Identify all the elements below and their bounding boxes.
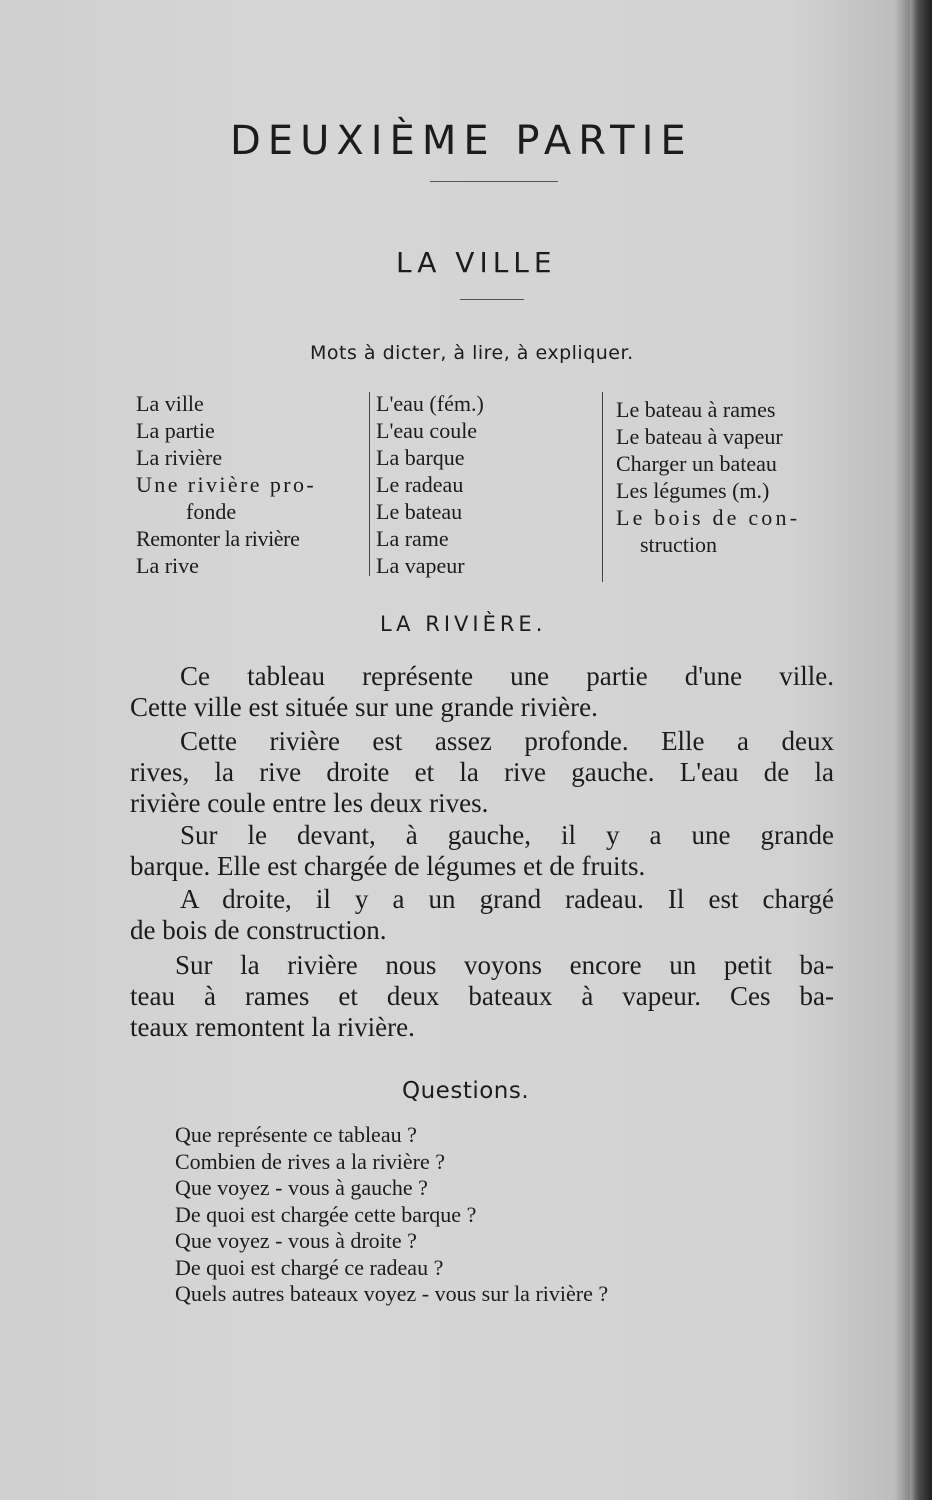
- page-title: DEUXIÈME PARTIE: [230, 118, 693, 164]
- column-divider: [369, 392, 370, 576]
- text-line: barque. Elle est chargée de légumes et de fruits.: [130, 851, 646, 881]
- vocab-word: La rame: [376, 526, 449, 551]
- questions-list: [175, 1122, 608, 1308]
- vocab-word: L'eau (fém.): [376, 391, 484, 416]
- title-rule: [430, 181, 558, 182]
- vocab-word: La ville: [136, 391, 204, 416]
- vocab-word: La rivière: [136, 445, 223, 470]
- subtitle-rule: [460, 299, 524, 300]
- question-item: Combien de rives a la rivière ?: [175, 1148, 446, 1174]
- text-line: Sur le devant, à gauche, il y a une grande: [180, 820, 834, 850]
- text-line: rivière coule entre les deux rives.: [130, 788, 489, 818]
- vocab-word: Une rivière pro-: [136, 472, 317, 497]
- text-line: Cette ville est située sur une grande rivière.: [130, 692, 598, 722]
- text-line: rives, la rive droite et la rive gauche. L'eau de la: [130, 757, 834, 787]
- text-line: Cette rivière est assez profonde. Elle a deux: [180, 726, 834, 756]
- vocab-word: Le radeau: [376, 472, 464, 497]
- vocab-word: Remonter la rivière: [136, 526, 300, 551]
- text-line: Ce tableau représente une partie d'une ville.: [180, 661, 834, 691]
- text-line: teau à rames et deux bateaux à vapeur. Ces ba-: [130, 981, 834, 1011]
- text-line: Sur la rivière nous voyons encore un petit ba-: [175, 950, 834, 980]
- paragraph: [130, 950, 834, 1043]
- vocab-word: L'eau coule: [376, 418, 478, 443]
- question-item: De quoi est chargée cette barque ?: [175, 1201, 477, 1227]
- question-item: Que voyez - vous à gauche ?: [175, 1175, 428, 1200]
- question-item: Que représente ce tableau ?: [175, 1122, 417, 1147]
- vocab-word: Le bateau à rames: [616, 397, 776, 422]
- paragraph: [130, 661, 834, 723]
- vocab-word: Le bateau: [376, 499, 463, 524]
- vocab-column-2: [376, 390, 598, 579]
- section-title: LA RIVIÈRE.: [380, 612, 547, 636]
- book-spine-shadow: [910, 0, 932, 1500]
- paragraph: [130, 884, 834, 946]
- vocab-column-1: [136, 390, 366, 579]
- paragraph: [130, 726, 834, 819]
- vocab-word: La barque: [376, 445, 465, 470]
- vocab-word: La rive: [136, 553, 199, 578]
- vocab-word: Charger un bateau: [616, 451, 777, 476]
- vocab-heading: Mots à dicter, à lire, à expliquer.: [310, 342, 634, 364]
- vocab-word: struction: [640, 532, 717, 557]
- vocab-word: Le bois de con-: [616, 505, 801, 530]
- questions-heading: Questions.: [402, 1078, 530, 1104]
- text-line: A droite, il y a un grand radeau. Il est chargé: [180, 884, 834, 914]
- question-item: Quels autres bateaux voyez - vous sur la rivière ?: [175, 1281, 609, 1306]
- vocab-word: fonde: [186, 499, 237, 524]
- question-item: Que voyez - vous à droite ?: [175, 1228, 417, 1253]
- vocab-word: La vapeur: [376, 553, 465, 578]
- text-line: de bois de construction.: [130, 915, 387, 945]
- paragraph: [130, 820, 834, 882]
- vocab-word: Le bateau à vapeur: [616, 424, 783, 449]
- column-divider: [602, 392, 603, 582]
- question-item: De quoi est chargé ce radeau ?: [175, 1254, 444, 1280]
- vocab-column-3: [616, 396, 846, 558]
- text-line: teaux remontent la rivière.: [130, 1012, 415, 1042]
- vocab-word: Les légumes (m.): [616, 478, 770, 503]
- chapter-title: LA VILLE: [396, 246, 557, 279]
- vocab-word: La partie: [136, 418, 215, 443]
